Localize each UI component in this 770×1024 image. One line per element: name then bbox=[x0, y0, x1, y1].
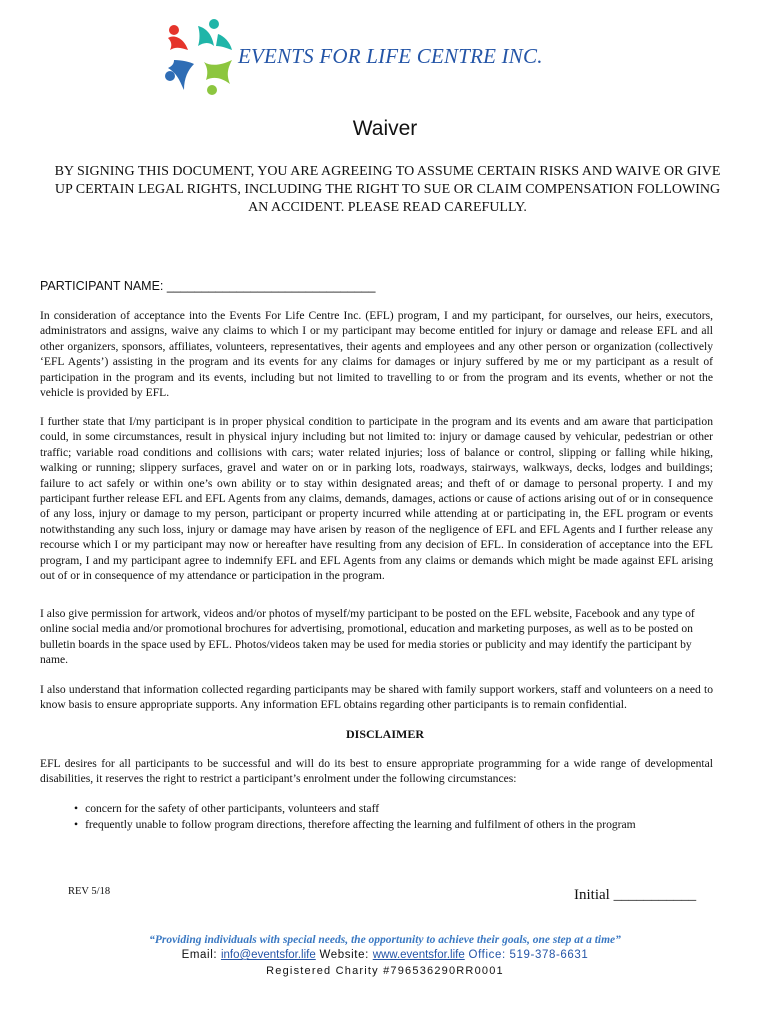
paragraph-physical-condition: I further state that I/my participant is in proper physical condition to participate in the program and its events and am aware that participation could, in some circumstances, result in physical injury including but not limited to: injury or damage caused by vehicular, pedestrian or other traffic; variable road conditions and collisions with cars; water related injuries; loss of balance or control, slipping or falling while hiking, walking or running; slippery surfaces, gravel and water on or in parking lots, roadways, stairways, walkways, decks, lodges and buildings; failure to act safely or within one’s own ability or to stay within designated areas; and theft of or damage to personal property. I and my participant further release EFL and EFL Agents from any claims, demands, damages, actions or cause of actions arising out of or in consequence of any loss, injury or damage to my person, participant or property incurred while attending at or participating in, the EFL program or events notwithstanding any such loss, injury or damage may have arisen by reason of the negligence of EFL and EFL Agents and I further release any recourse which I or my participant may now or hereafter have resulting from any decision of EFL. In consideration of acceptance into the EFL program, I and my participant agree to indemnify EFL and EFL Agents from any claims or demands which might be made against EFL arising out of or in consequence of my attendance or participation in the program. bbox=[40, 415, 713, 583]
organization-logo bbox=[160, 16, 240, 98]
registered-charity-number: Registered Charity #796536290RR0001 bbox=[266, 965, 504, 977]
paragraph-information-sharing: I also understand that information collected regarding participants may be shared with family support workers, staff and volunteers on a need to know basis to ensure appropriate supports. Any information EFL obtains regarding other participants is to remain confidential. bbox=[40, 683, 713, 712]
list-item: • concern for the safety of other participants, volunteers and staff bbox=[74, 801, 636, 817]
organization-name: EVENTS FOR LIFE CENTRE INC. bbox=[238, 44, 543, 68]
restriction-list bbox=[74, 801, 636, 833]
paragraph-consideration: In consideration of acceptance into the Events For Life Centre Inc. (EFL) program, I and my participant, for ourselves, our heirs, executors, administrators and assigns, waive any claims to which I or my participant may become entitled for injury or damage and release EFL and all other organizers, sponsors, affiliates, volunteers, representatives, their agents and employees and any other person or organization (collectively ‘EFL Agents’) assisting in the program and its events for any claims for damages or injury suffered by me or my participant as a result of participation in the program and its events, including but not limited to travelling to or from the program and its events, whether or not the vehicle is provided by EFL. bbox=[40, 309, 713, 400]
list-item: • frequently unable to follow program directions, therefore affecting the learning and fulfilment of others in the program bbox=[74, 817, 636, 833]
footer-contact bbox=[0, 949, 770, 961]
email-label: Email: bbox=[181, 949, 218, 961]
website-link[interactable]: www.eventsfor.life bbox=[372, 949, 465, 961]
office-phone: Office: 519-378-6631 bbox=[468, 949, 589, 961]
revision-label: REV 5/18 bbox=[68, 886, 111, 897]
email-link[interactable]: info@eventsfor.life bbox=[220, 949, 316, 961]
footer-tagline: “Providing individuals with special needs, the opportunity to achieve their goals, one step at a time” bbox=[149, 934, 621, 946]
disclaimer-heading: DISCLAIMER bbox=[345, 727, 424, 741]
people-logo-icon bbox=[160, 16, 240, 98]
disclaimer-text: EFL desires for all participants to be successful and will do its best to ensure appropriate programming for a wide range of developmental disabilities, it reserves the right to restrict a participant’s enrolment under the following circumstances: bbox=[40, 757, 713, 786]
participant-name-field[interactable]: PARTICIPANT NAME: ______________________________ bbox=[40, 279, 376, 293]
document-title: Waiver bbox=[352, 117, 418, 140]
paragraph-media-permission: I also give permission for artwork, videos and/or photos of myself/my participant to be posted on the EFL website, Facebook and any type of online social media and/or promotional brochures for advertising, promotional, education and marketing purposes, as well as to be posted on bulletin boards in the space used by EFL. Photos/videos taken may be used for media stories or publicity and may identify the participant by name. bbox=[40, 607, 695, 667]
waiver-warning: BY SIGNING THIS DOCUMENT, YOU ARE AGREEING TO ASSUME CERTAIN RISKS AND WAIVE OR GIVE UP CERTAIN LEGAL RIGHTS, INCLUDING THE RIGHT TO SUE OR CLAIM COMPENSATION FOLLOWING AN ACCIDENT. PLEASE READ CAREFULLY. bbox=[54, 164, 721, 215]
website-label: Website: bbox=[319, 949, 369, 961]
initial-field[interactable]: Initial ___________ bbox=[574, 887, 697, 903]
